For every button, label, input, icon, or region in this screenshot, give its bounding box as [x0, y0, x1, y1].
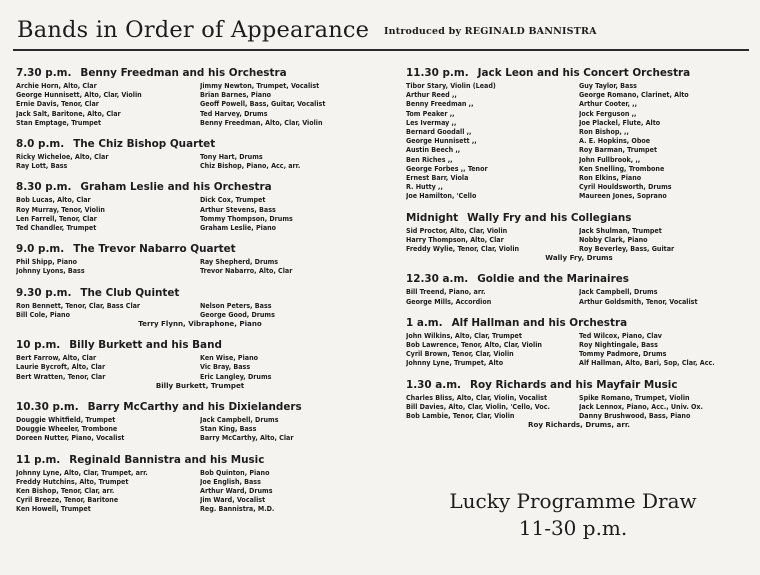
band-time: 9.0 p.m.: [16, 243, 65, 256]
band-heading: [16, 66, 384, 80]
member-entry: George Hunnisett, Alto, Clar, Violin: [16, 90, 142, 100]
member-entry: Ben Riches ,,: [406, 154, 453, 164]
band-name: Reginald Bannistra and his Music: [69, 453, 265, 466]
member-entry: Roy Murray, Tenor, Violin: [16, 204, 105, 214]
member-entry: George Good, Drums: [200, 309, 275, 319]
member-entry: Nobby Clark, Piano: [579, 234, 648, 244]
member-entry: Ernest Barr, Viola: [406, 173, 469, 183]
band-time: 1 a.m.: [406, 316, 443, 329]
member-entry: Chiz Bishop, Piano, Acc, arr.: [200, 161, 301, 171]
band-entry: [16, 137, 384, 170]
member-entry: George Forbes ,, Tenor: [406, 163, 488, 173]
member-entry: John Wilkins, Alto, Clar, Trumpet: [406, 330, 522, 340]
member-entry: Bert Farrow, Alto, Clar: [16, 353, 97, 363]
member-entry: Len Farrell, Tenor, Clar: [16, 213, 97, 223]
band-name: Wally Fry and his Collegians: [467, 211, 632, 224]
member-entry: A. E. Hopkins, Oboe: [579, 136, 651, 146]
member-entry: Maureen Jones, Soprano: [579, 191, 667, 201]
member-entry: Jack Campbell, Drums: [579, 287, 658, 297]
member-list: [406, 393, 752, 421]
member-entry: Joe Plackel, Flute, Alto: [579, 117, 661, 127]
member-list: [16, 301, 384, 319]
member-entry: Jim Ward, Vocalist: [200, 495, 266, 505]
member-entry: Ray Lott, Bass: [16, 161, 68, 171]
band-heading: [16, 180, 384, 194]
member-entry: R. Hutty ,,: [406, 182, 443, 192]
member-entry: Barry McCarthy, Alto, Clar: [200, 433, 294, 443]
member-entry: Johnny Lyne, Alto, Clar, Trumpet, arr.: [16, 467, 148, 477]
lucky-draw: [408, 488, 738, 542]
member-entry: Joe English, Bass: [200, 476, 261, 486]
member-entry: Graham Leslie, Piano: [200, 223, 277, 233]
member-entry: Bill Treend, Piano, arr.: [406, 287, 486, 297]
member-entry: Bert Wratten, Tenor, Clar: [16, 371, 106, 381]
band-heading: [406, 211, 752, 225]
band-name: The Trevor Nabarro Quartet: [73, 243, 236, 256]
member-entry: Joe Hamilton, 'Cello: [406, 191, 477, 201]
member-entry: Tom Peaker ,,: [406, 108, 455, 118]
member-list: [16, 257, 384, 275]
band-heading: [406, 272, 752, 286]
member-entry: Benny Freedman, Alto, Clar, Violin: [200, 117, 323, 127]
band-entry: [16, 286, 384, 329]
band-name: Barry McCarthy and his Dixielanders: [87, 401, 302, 414]
member-entry: Harry Thompson, Alto, Clar: [406, 234, 504, 244]
member-entry: Dick Cox, Trumpet: [200, 195, 266, 205]
member-list: [16, 353, 384, 381]
member-entry: Doreen Nutter, Piano, Vocalist: [16, 433, 125, 443]
member-entry: Tommy Padmore, Drums: [579, 349, 667, 359]
member-list: [406, 226, 752, 254]
band-entry: [406, 316, 752, 368]
member-entry: Bob Lawrence, Tenor, Alto, Clar, Violin: [406, 340, 542, 350]
member-entry: Cyril Breeze, Tenor, Baritone: [16, 495, 119, 505]
band-entry: [16, 242, 384, 275]
member-entry: Arthur Goldsmith, Tenor, Vocalist: [579, 296, 698, 306]
member-list: [406, 287, 752, 305]
member-entry: Ken Howell, Trumpet: [16, 504, 91, 514]
member-entry: Eric Langley, Drums: [200, 371, 272, 381]
member-entry: Bob Lucas, Alto, Clar: [16, 195, 91, 205]
band-leader: Terry Flynn, Vibraphone, Piano: [138, 319, 262, 329]
band-heading: [16, 137, 384, 151]
member-entry: Vic Bray, Bass: [200, 362, 251, 372]
band-name: Graham Leslie and his Orchestra: [80, 181, 272, 194]
band-entry: [16, 338, 384, 390]
band-heading: [16, 453, 384, 467]
member-entry: Ken Bishop, Tenor, Clar, arr.: [16, 486, 115, 496]
member-list: [16, 152, 384, 170]
member-entry: Ken Snelling, Trombone: [579, 163, 665, 173]
member-entry: Spike Romano, Trumpet, Violin: [579, 392, 690, 402]
band-name: Billy Burkett and his Band: [69, 339, 222, 352]
member-entry: Ray Shepherd, Drums: [200, 257, 279, 267]
band-leader: Wally Fry, Drums: [545, 253, 613, 263]
band-entry: [406, 211, 752, 263]
band-heading: [406, 316, 752, 330]
member-entry: Bernard Goodall ,,: [406, 127, 472, 137]
band-time: 10.30 p.m.: [16, 401, 79, 414]
member-entry: Arthur Ward, Drums: [200, 486, 273, 496]
member-entry: Jack Campbell, Drums: [200, 415, 279, 425]
member-entry: Cyril Brown, Tenor, Clar, Violin: [406, 349, 514, 359]
right-column: [406, 66, 752, 429]
member-list: [16, 415, 384, 443]
member-entry: Sid Proctor, Alto, Clar, Violin: [406, 225, 508, 235]
member-entry: Arthur Stevens, Bass: [200, 204, 276, 214]
member-entry: Johnny Lyons, Bass: [16, 266, 85, 276]
member-entry: Les Ivermay ,,: [406, 117, 457, 127]
band-name: Jack Leon and his Concert Orchestra: [477, 67, 691, 79]
band-entry: [406, 272, 752, 305]
member-entry: Ron Bishop, ,,: [579, 127, 629, 137]
member-entry: Johnny Lyne, Trumpet, Alto: [406, 358, 504, 368]
member-list: [16, 81, 384, 127]
band-entry: [16, 400, 384, 443]
band-name: Alf Hallman and his Orchestra: [451, 316, 628, 329]
member-entry: Archie Horn, Alto, Clar: [16, 81, 97, 90]
member-entry: Tibor Stary, Violin (Lead): [406, 81, 496, 90]
band-time: 11 p.m.: [16, 453, 61, 466]
member-entry: Stan Emptage, Trumpet: [16, 117, 102, 127]
member-entry: Jimmy Newton, Trumpet, Vocalist: [200, 81, 320, 90]
member-entry: Tommy Thompson, Drums: [200, 213, 293, 223]
member-entry: Alf Hallman, Alto, Bari, Sop, Clar, Acc.: [579, 358, 715, 368]
band-entry: [406, 378, 752, 430]
member-entry: Guy Taylor, Bass: [579, 81, 637, 90]
band-heading: [16, 338, 384, 352]
member-entry: Roy Beverley, Bass, Guitar: [579, 244, 675, 254]
band-heading: [16, 242, 384, 256]
band-heading: [16, 400, 384, 414]
band-name: The Chiz Bishop Quartet: [73, 138, 216, 151]
band-leader: Roy Richards, Drums, arr.: [527, 420, 630, 430]
member-entry: Douggie Wheeler, Trombone: [16, 424, 118, 434]
member-entry: Bob Lambie, Tenor, Clar, Violin: [406, 411, 515, 421]
page-title: Bands in Order of Appearance: [17, 17, 370, 43]
member-entry: Ron Elkins, Piano: [579, 173, 642, 183]
band-time: 8.30 p.m.: [16, 181, 72, 194]
member-entry: Bill Davies, Alto, Clar, Violin, 'Cello, Voc.: [406, 401, 550, 411]
band-time: 8.0 p.m.: [16, 138, 65, 151]
member-entry: Brian Barnes, Piano: [200, 90, 271, 100]
band-time: 11.30 p.m.: [406, 67, 469, 79]
band-entry: [16, 66, 384, 127]
member-entry: Geoff Powell, Bass, Guitar, Vocalist: [200, 99, 326, 109]
member-entry: Freddy Wylie, Tenor, Clar, Violin: [406, 244, 520, 254]
band-time: Midnight: [406, 211, 459, 224]
member-entry: Freddy Hutchins, Alto, Trumpet: [16, 476, 129, 486]
member-entry: Austin Beech ,,: [406, 145, 461, 155]
member-entry: Ted Harvey, Drums: [200, 108, 268, 118]
band-time: 10 p.m.: [16, 339, 61, 352]
member-entry: George Mills, Accordion: [406, 296, 492, 306]
introduction-line: Introduced by REGINALD BANNISTRA: [384, 26, 597, 37]
member-entry: Trevor Nabarro, Alto, Clar: [200, 266, 293, 276]
member-entry: Jack Lennox, Piano, Acc., Univ. Ox.: [579, 401, 703, 411]
band-heading: [16, 286, 384, 300]
left-column: [16, 66, 384, 514]
member-entry: Reg. Bannistra, M.D.: [200, 504, 275, 514]
member-entry: Laurie Bycroft, Alto, Clar: [16, 362, 106, 372]
member-entry: Danny Brushwood, Bass, Piano: [579, 411, 691, 421]
lucky-draw-title: Lucky Programme Draw: [449, 489, 697, 513]
band-time: 12.30 a.m.: [406, 273, 469, 286]
member-list: [406, 81, 752, 201]
band-heading: [406, 66, 752, 80]
band-entry: [16, 453, 384, 514]
band-name: Roy Richards and his Mayfair Music: [470, 378, 678, 391]
band-name: Goldie and the Marinaires: [477, 273, 629, 286]
programme-header: [0, 0, 760, 64]
member-entry: Ron Bennett, Tenor, Clar, Bass Clar: [16, 300, 141, 310]
band-name: Benny Freedman and his Orchestra: [80, 67, 287, 79]
header-divider: [13, 49, 749, 51]
member-entry: George Hunnisett ,,: [406, 136, 477, 146]
member-entry: Charles Bliss, Alto, Clar, Violin, Vocalist: [406, 392, 548, 402]
band-entry: [406, 66, 752, 201]
member-entry: Jack Salt, Baritone, Alto, Clar: [16, 108, 121, 118]
member-list: [406, 331, 752, 368]
member-entry: George Romano, Clarinet, Alto: [579, 90, 689, 100]
member-entry: Arthur Cooter, ,,: [579, 99, 638, 109]
member-entry: Ricky Wicheloe, Alto, Clar: [16, 152, 109, 162]
lucky-draw-time: 11-30 p.m.: [518, 516, 628, 540]
band-heading: [406, 378, 752, 392]
member-entry: Roy Nightingale, Bass: [579, 340, 658, 350]
member-entry: Douggie Whitfield, Trumpet: [16, 415, 116, 425]
member-entry: Jack Shulman, Trumpet: [579, 225, 662, 235]
band-time: 9.30 p.m.: [16, 286, 72, 299]
band-name: The Club Quintet: [80, 286, 180, 299]
member-entry: Ted Wilcox, Piano, Clav: [579, 330, 662, 340]
member-entry: Ken Wise, Piano: [200, 353, 259, 363]
member-entry: Stan King, Bass: [200, 424, 257, 434]
band-leader: Billy Burkett, Trumpet: [155, 380, 245, 390]
member-entry: Cyril Houldsworth, Drums: [579, 182, 672, 192]
member-entry: Arthur Reed ,,: [406, 90, 457, 100]
member-entry: Benny Freedman ,,: [406, 99, 474, 109]
band-time: 7.30 p.m.: [16, 67, 72, 79]
member-entry: Jock Ferguson ,,: [579, 108, 637, 118]
member-entry: Nelson Peters, Bass: [200, 300, 272, 310]
member-entry: Ernie Davis, Tenor, Clar: [16, 99, 99, 109]
member-entry: Bill Cole, Piano: [16, 309, 70, 319]
member-entry: Tony Hart, Drums: [200, 152, 263, 162]
member-entry: Bob Quinton, Piano: [200, 467, 270, 477]
member-list: [16, 468, 384, 514]
member-list: [16, 195, 384, 232]
member-entry: John Fullbrook, ,,: [579, 154, 641, 164]
band-entry: [16, 180, 384, 232]
member-entry: Roy Barman, Trumpet: [579, 145, 658, 155]
band-time: 1.30 a.m.: [406, 378, 461, 391]
member-entry: Ted Chandler, Trumpet: [16, 223, 97, 233]
member-entry: Phil Shipp, Piano: [16, 257, 78, 267]
